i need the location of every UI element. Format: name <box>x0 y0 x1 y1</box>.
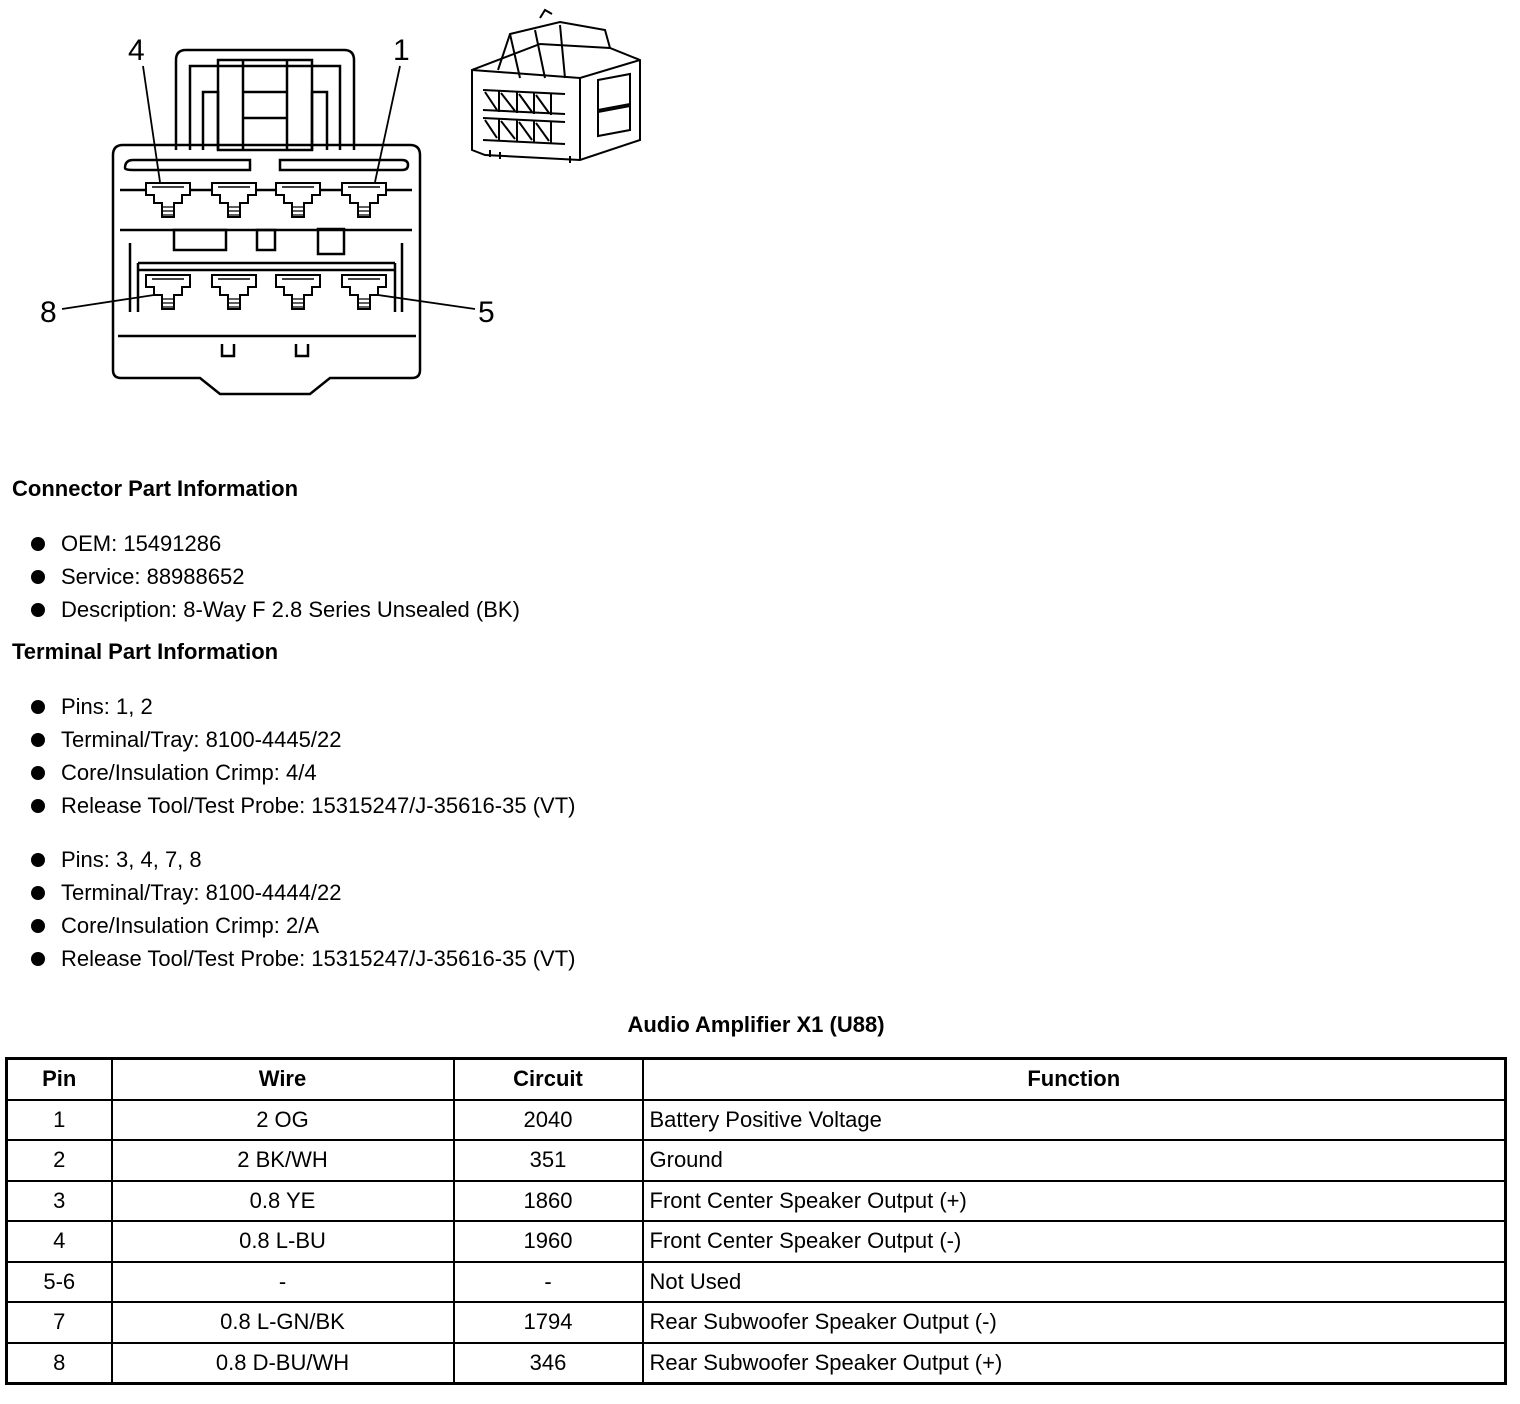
pin-cell: 3 <box>7 1181 112 1222</box>
wire-cell: 0.8 YE <box>112 1181 454 1222</box>
list-item: Release Tool/Test Probe: 15315247/J-35616-35 (VT) <box>30 942 575 975</box>
pin-cell: 5-6 <box>7 1262 112 1303</box>
table-title: Audio Amplifier X1 (U88) <box>627 1012 885 1037</box>
table-row <box>7 1302 1506 1343</box>
pin-cell: 1 <box>7 1100 112 1141</box>
wire-cell: 2 BK/WH <box>112 1140 454 1181</box>
function-cell: Front Center Speaker Output (+) <box>643 1181 1506 1222</box>
table-row <box>7 1140 1506 1181</box>
list-item: Core/Insulation Crimp: 4/4 <box>30 756 575 789</box>
column-header-circuit: Circuit <box>454 1059 643 1100</box>
function-cell: Rear Subwoofer Speaker Output (-) <box>643 1302 1506 1343</box>
circuit-cell: 1960 <box>454 1221 643 1262</box>
pin-callout-8: 8 <box>40 296 57 329</box>
terminal-info-group-2 <box>30 843 575 975</box>
connector-info-list <box>30 527 520 626</box>
function-cell: Battery Positive Voltage <box>643 1100 1506 1141</box>
terminal-info-group-1 <box>30 690 575 822</box>
list-item: Release Tool/Test Probe: 15315247/J-35616-35 (VT) <box>30 789 575 822</box>
list-item: Service: 88988652 <box>30 560 520 593</box>
pin-callout-4: 4 <box>128 34 145 67</box>
wire-cell: - <box>112 1262 454 1303</box>
wire-cell: 2 OG <box>112 1100 454 1141</box>
function-cell: Rear Subwoofer Speaker Output (+) <box>643 1343 1506 1384</box>
table-header-row <box>7 1059 1506 1100</box>
pin-cell: 4 <box>7 1221 112 1262</box>
circuit-cell: 346 <box>454 1343 643 1384</box>
pinout-table <box>5 1057 1507 1385</box>
column-header-function: Function <box>643 1059 1506 1100</box>
connector-info-title: Connector Part Information <box>12 476 299 501</box>
column-header-wire: Wire <box>112 1059 454 1100</box>
table-row <box>7 1221 1506 1262</box>
function-cell: Ground <box>643 1140 1506 1181</box>
list-item: Pins: 3, 4, 7, 8 <box>30 843 575 876</box>
circuit-cell: 1794 <box>454 1302 643 1343</box>
list-item: Terminal/Tray: 8100-4445/22 <box>30 723 575 756</box>
connector-diagram <box>0 0 700 420</box>
circuit-cell: 2040 <box>454 1100 643 1141</box>
circuit-cell: 1860 <box>454 1181 643 1222</box>
table-row <box>7 1100 1506 1141</box>
list-item: Pins: 1, 2 <box>30 690 575 723</box>
function-cell: Front Center Speaker Output (-) <box>643 1221 1506 1262</box>
function-cell: Not Used <box>643 1262 1506 1303</box>
list-item: Core/Insulation Crimp: 2/A <box>30 909 575 942</box>
list-item: Terminal/Tray: 8100-4444/22 <box>30 876 575 909</box>
pin-cell: 8 <box>7 1343 112 1384</box>
connector-isometric-view <box>472 10 640 163</box>
terminal-info-title: Terminal Part Information <box>12 639 279 664</box>
wire-cell: 0.8 D-BU/WH <box>112 1343 454 1384</box>
connector-face-view <box>113 50 420 394</box>
list-item: OEM: 15491286 <box>30 527 520 560</box>
callout-lines <box>62 66 475 309</box>
pin-callout-1: 1 <box>393 34 410 67</box>
wire-cell: 0.8 L-GN/BK <box>112 1302 454 1343</box>
pin-cell: 7 <box>7 1302 112 1343</box>
wire-cell: 0.8 L-BU <box>112 1221 454 1262</box>
pin-callout-5: 5 <box>478 296 495 329</box>
column-header-pin: Pin <box>7 1059 112 1100</box>
circuit-cell: 351 <box>454 1140 643 1181</box>
table-row <box>7 1181 1506 1222</box>
table-row <box>7 1343 1506 1384</box>
circuit-cell: - <box>454 1262 643 1303</box>
list-item: Description: 8-Way F 2.8 Series Unsealed (BK) <box>30 593 520 626</box>
pin-cell: 2 <box>7 1140 112 1181</box>
table-row <box>7 1262 1506 1303</box>
terminal-cavities <box>146 183 386 309</box>
